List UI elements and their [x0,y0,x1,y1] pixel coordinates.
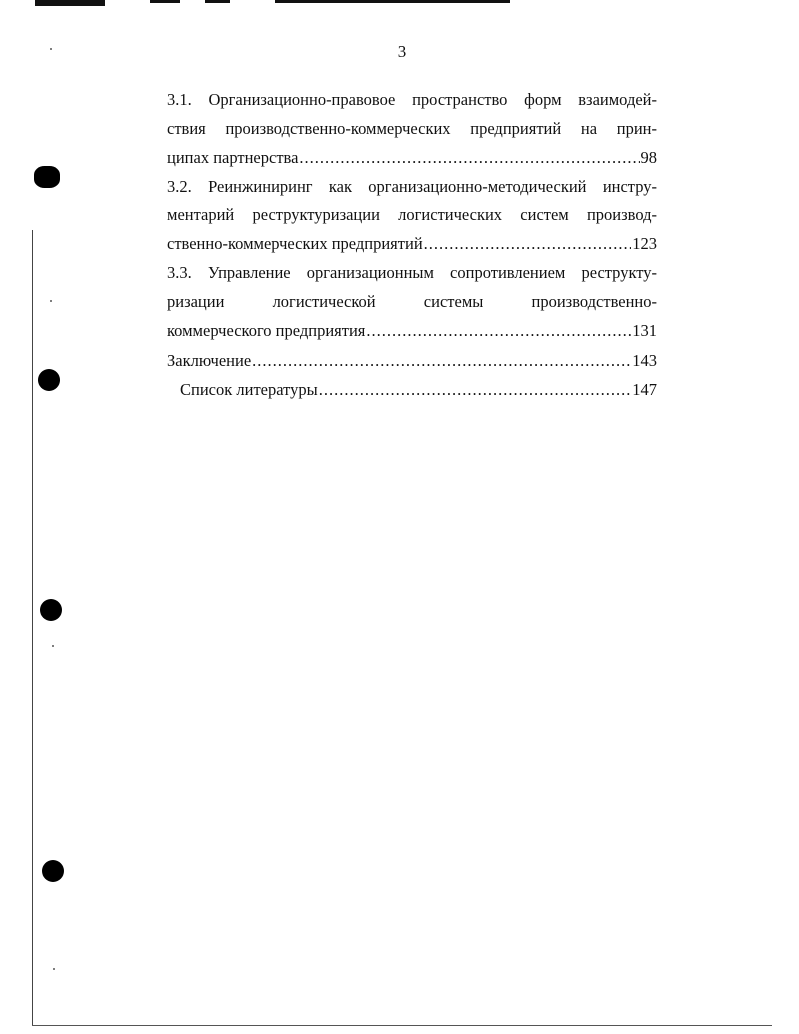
toc-entry-3-3-last[interactable] [167,321,657,341]
toc-entry-references[interactable] [180,380,657,400]
dot-leader [366,321,631,341]
scan-edge-line [32,230,33,1025]
toc-entry-3-1-line-1: 3.1. Организационно-правовое пространство форм взаимодей- [167,90,657,109]
scan-artifact-bar [35,0,105,6]
toc-entry-title: Заключение [167,351,252,370]
punch-hole-mark [42,860,64,882]
toc-entry-3-1-last[interactable] [167,148,657,168]
toc-entry-conclusion[interactable] [167,351,657,371]
toc-entry-3-1-line-2: ствия производственно-коммерческих предприятий на прин- [167,119,657,138]
scan-speck [52,645,54,647]
dot-leader [252,351,631,371]
toc-entry-title: ственно-коммерческих предприятий [167,234,423,253]
punch-hole-mark [34,166,60,188]
scan-speck [53,968,55,970]
scan-speck [50,300,52,302]
punch-hole-mark [40,599,62,621]
toc-page-number: 131 [632,321,657,340]
toc-entry-title: коммерческого предприятия [167,321,366,340]
toc-entry-3-2-line-1: 3.2. Реинжиниринг как организационно-методический инстру- [167,177,657,196]
toc-entry-3-3-line-1: 3.3. Управление организационным сопротивлением реструкту- [167,263,657,282]
toc-page-number: 98 [640,148,657,167]
dot-leader [319,380,632,400]
toc-entry-3-3-line-2: ризации логистической системы производственно- [167,292,657,311]
scan-artifact-bar [275,0,510,3]
scan-speck [50,48,52,50]
scan-artifact-bar [205,0,230,3]
scan-edge-line [32,1025,772,1026]
toc-page-number: 123 [632,234,657,253]
toc-entry-title: Список литературы [180,380,318,399]
punch-hole-mark [38,369,60,391]
toc-entry-3-2-last[interactable] [167,234,657,254]
scan-artifact-bar [150,0,180,3]
page-number: 3 [397,42,407,61]
dot-leader [299,148,639,168]
dot-leader [424,234,632,254]
toc-page-number: 147 [632,380,657,399]
toc-entry-3-2-line-2: ментарий реструктуризации логистических систем производ- [167,205,657,224]
toc-entry-title: ципах партнерства [167,148,299,167]
toc-page-number: 143 [632,351,657,370]
